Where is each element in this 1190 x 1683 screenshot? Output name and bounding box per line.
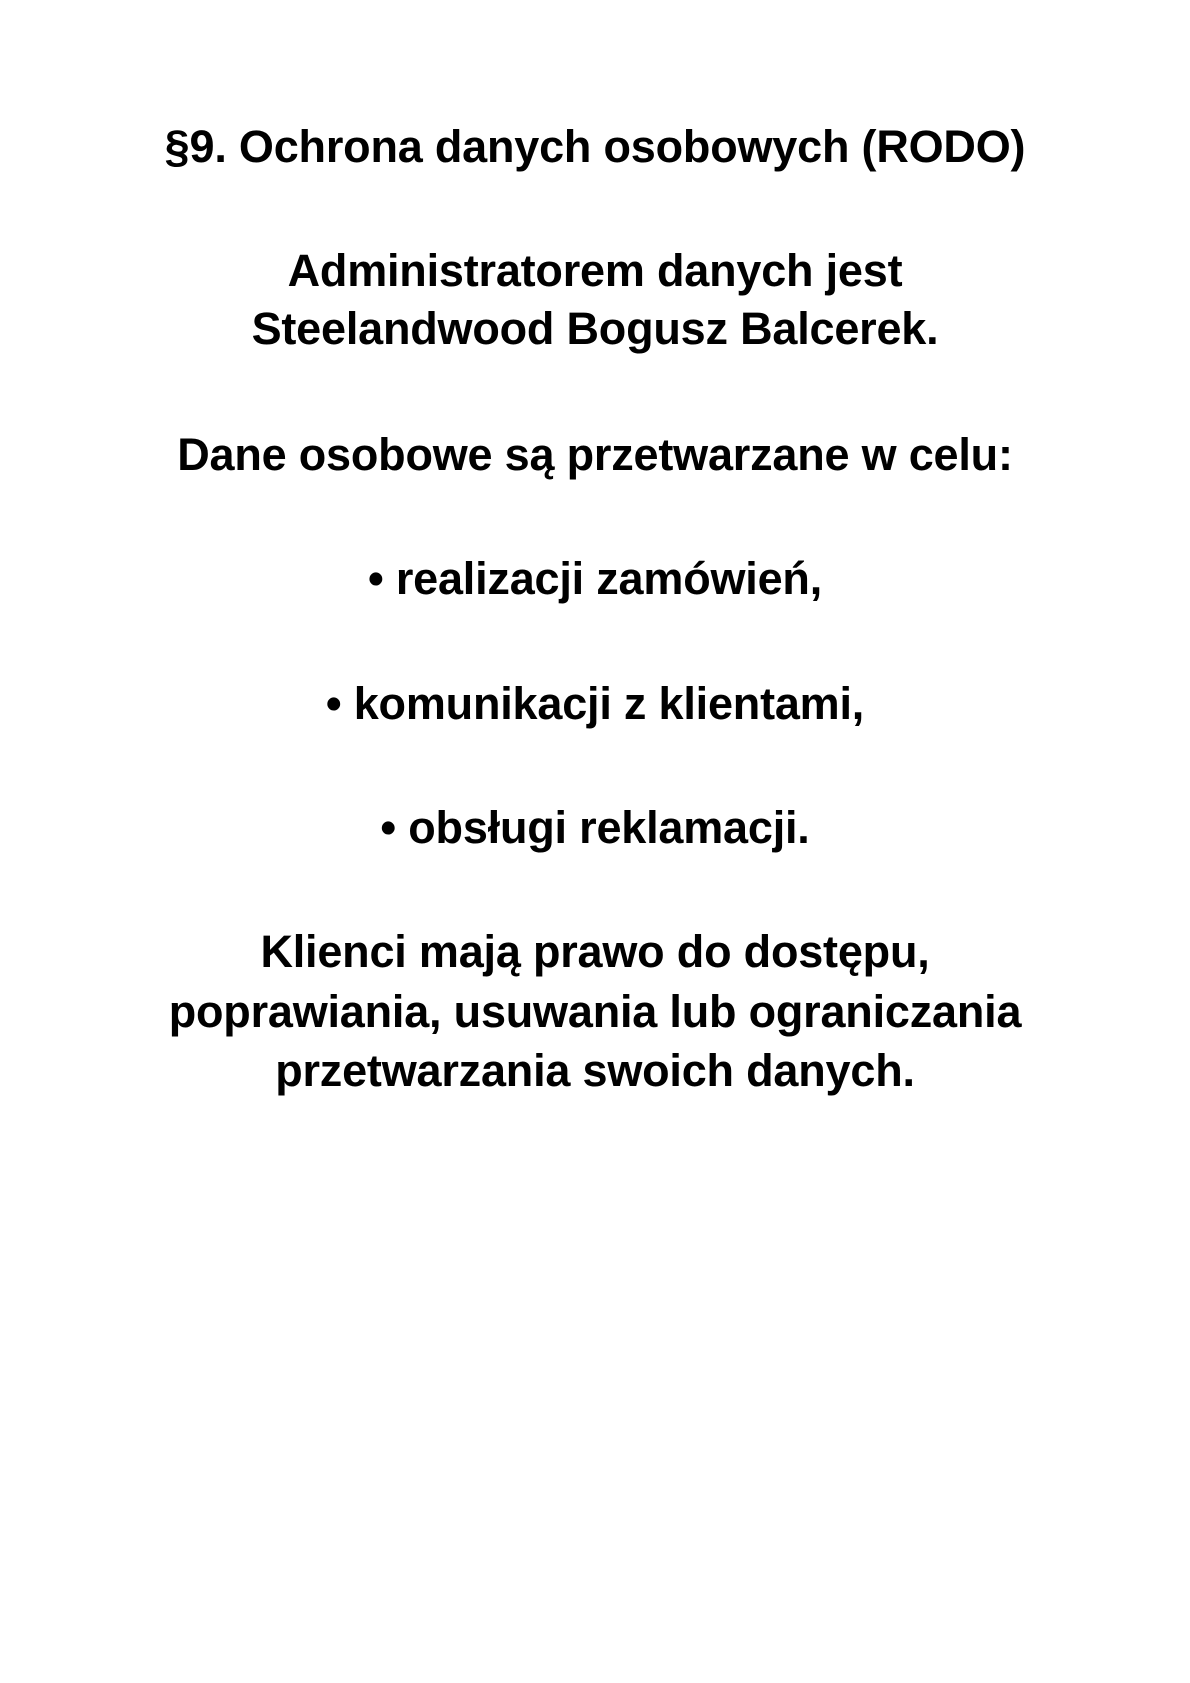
section-heading: §9. Ochrona danych osobowych (RODO) <box>164 121 1026 172</box>
rights-line-1: Klienci mają prawo do dostępu, <box>260 926 930 977</box>
purpose-intro: Dane osobowe są przetwarzane w celu: <box>177 429 1013 480</box>
purpose-item-complaints: • obsługi reklamacji. <box>380 802 810 853</box>
rights-line-2: poprawiania, usuwania lub ograniczania <box>168 986 1022 1037</box>
rights-line-3: przetwarzania swoich danych. <box>275 1045 915 1096</box>
administrator-line-1: Administratorem danych jest <box>287 245 903 296</box>
purpose-item-orders: • realizacji zamówień, <box>367 553 823 604</box>
purpose-item-communication: • komunikacji z klientami, <box>325 678 865 729</box>
administrator-line-2: Steelandwood Bogusz Balcerek. <box>251 303 939 354</box>
